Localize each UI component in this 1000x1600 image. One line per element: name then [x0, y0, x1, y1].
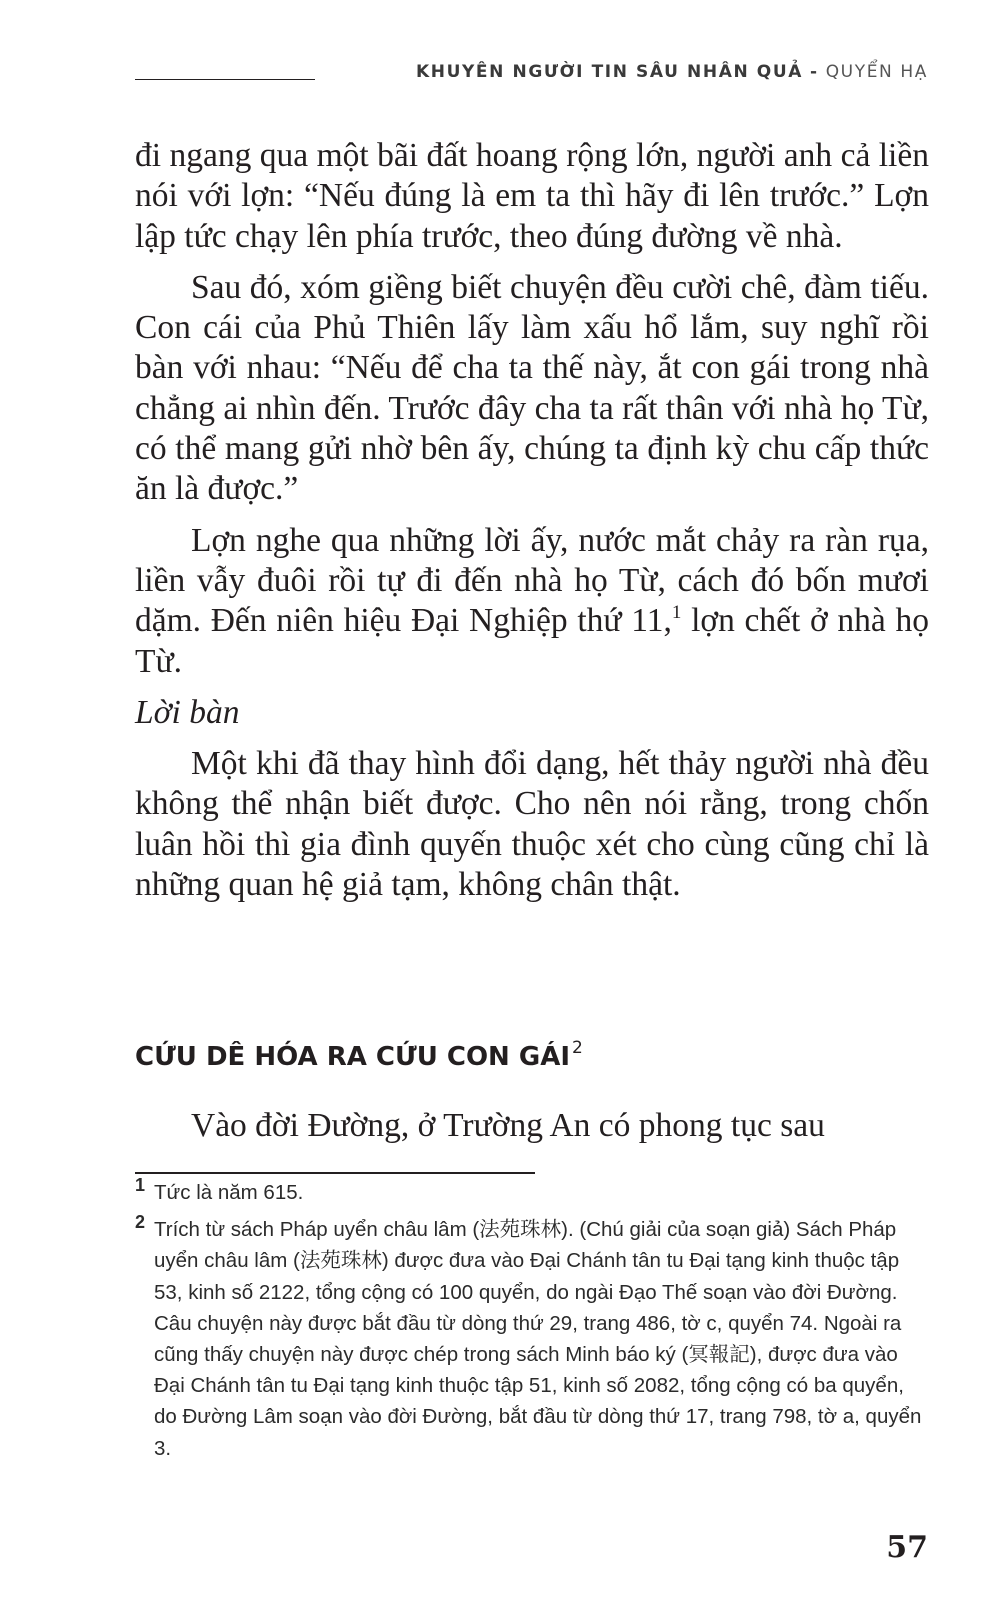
footnote-2-text: Trích từ sách Pháp uyển châu lâm (法苑珠林). (Chú giải của soạn giả) Sách Pháp uyển châu lâm (法苑珠林) được đưa vào Đại Chánh tân tu Đại tạng kinh thuộc tập 53, kinh số 2122, tổng cộng có 100 quyển, do ngài Đạo Thế soạn vào đời Đường. Câu chuyện này được bắt đầu từ dòng thứ 29, trang 486, tờ c, quyển 74. Ngoài ra cũng thấy chuyện này được chép trong sách Minh báo ký (冥報記), được đưa vào Đại Chánh tân tu Đại tạng kinh thuộc tập 51, kinh số 2082, tổng cộng có ba quyển, do Đường Lâm soạn vào đời Đường, bắt đầu từ dòng thứ 17, trang 798, tờ a, quyển 3.	[154, 1218, 922, 1460]
footnote-1	[135, 1177, 929, 1208]
volume-label: QUYỂN HẠ	[825, 62, 928, 82]
paragraph-4: Một khi đã thay hình đổi dạng, hết thảy người nhà đều không thể nhận biết được. Cho nên nói rằng, trong chốn luân hồi thì gia đình quyến thuộc xét cho cùng cũng chỉ là những quan hệ giả tạm, không chân thật.	[135, 745, 929, 904]
footnote-rule	[135, 1172, 535, 1174]
paragraph-2: Sau đó, xóm giềng biết chuyện đều cười chê, đàm tiếu. Con cái của Phủ Thiên lấy làm xấu hổ lắm, suy nghĩ rồi bàn với nhau: “Nếu để cha ta thế này, ắt con gái trong nhà chẳng ai nhìn đến. Trước đây cha ta rất thân với nhà họ Từ, có thể mang gửi nhờ bên ấy, chúng ta định kỳ chu cấp thức ăn là được.”	[135, 268, 929, 508]
paragraph-3-text-b: lợn chết ở nhà họ Từ.	[135, 602, 929, 680]
section-heading	[135, 1038, 929, 1072]
footnotes	[135, 1177, 929, 1470]
page-number: 57	[886, 1530, 928, 1565]
footnote-ref-2[interactable]: 2	[572, 1038, 583, 1058]
footnote-1-number: 1	[135, 1175, 146, 1195]
paragraph-3	[135, 521, 929, 682]
main-text	[135, 136, 929, 916]
section-first-line: Vào đời Đường, ở Trường An có phong tục sau	[191, 1107, 825, 1144]
paragraph-3-text-a: Lợn nghe qua những lời ấy, nước mắt chảy ra ràn rụa, liền vẫy đuôi rồi tự đi đến nhà họ Từ, cách đó bốn mươi dặm. Đến niên hiệu Đại Nghiệp thứ 11,	[135, 521, 929, 640]
footnote-1-text: Tức là năm 615.	[154, 1181, 304, 1204]
section-heading-text: CỨU DÊ HÓA RA CỨU CON GÁI	[135, 1042, 570, 1072]
footnote-2-number: 2	[135, 1212, 146, 1233]
footnote-ref-1[interactable]: 1	[671, 602, 682, 624]
paragraph-1: đi ngang qua một bãi đất hoang rộng lớn, người anh cả liền nói với lợn: “Nếu đúng là em ta thì hãy đi lên trước.” Lợn lập tức chạy lên phía trước, theo đúng đường về nhà.	[135, 137, 929, 255]
footnote-2	[135, 1214, 929, 1464]
remark-label: Lời bàn	[135, 693, 240, 731]
running-head	[416, 62, 928, 82]
header-rule	[135, 79, 315, 80]
header-separator: -	[810, 62, 819, 82]
book-title: KHUYÊN NGƯỜI TIN SÂU NHÂN QUẢ	[416, 62, 804, 82]
